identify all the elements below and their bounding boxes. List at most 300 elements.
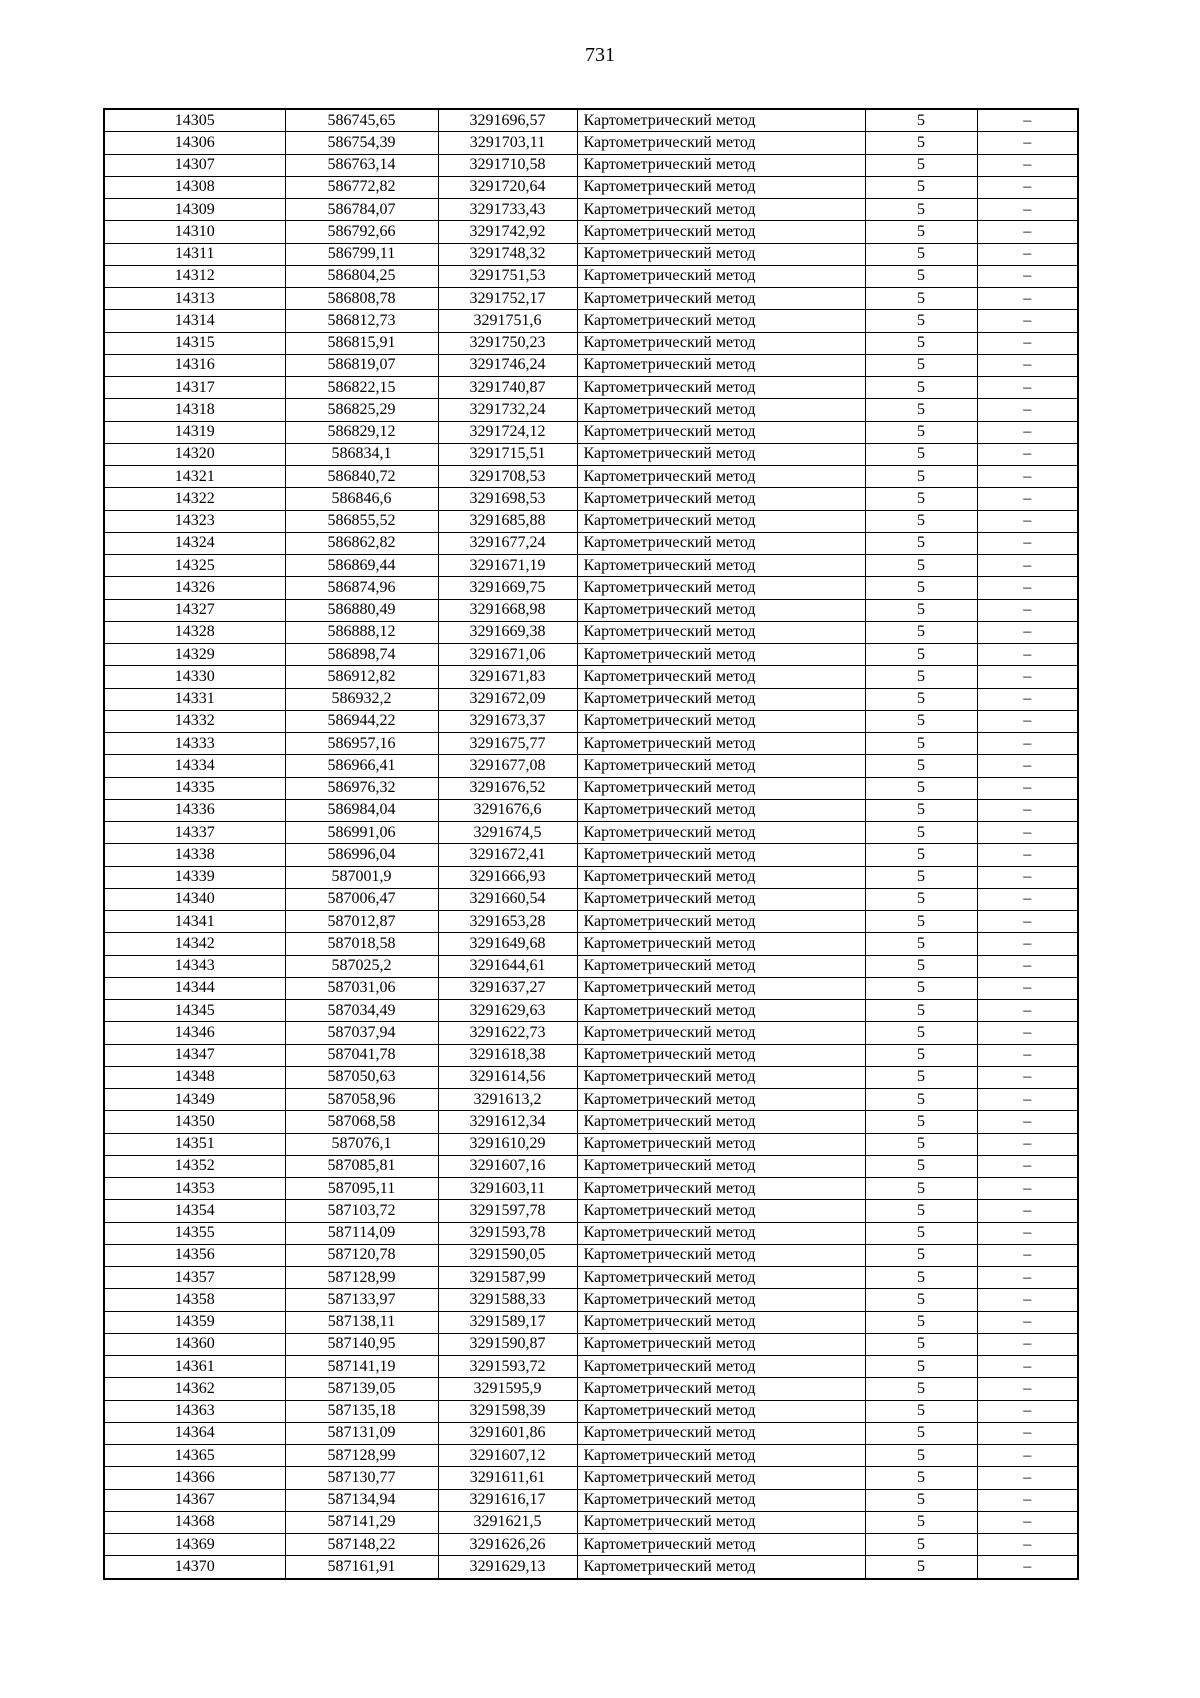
point-number-cell: 14337 bbox=[104, 822, 285, 844]
point-number-cell: 14315 bbox=[104, 332, 285, 354]
y-coordinate-cell: 3291611,61 bbox=[438, 1467, 577, 1489]
y-coordinate-cell: 3291703,11 bbox=[438, 132, 577, 154]
table-row bbox=[104, 888, 1078, 910]
y-coordinate-cell: 3291742,92 bbox=[438, 221, 577, 243]
description-cell: – bbox=[977, 1267, 1078, 1289]
precision-cell: 5 bbox=[865, 822, 977, 844]
table-row bbox=[104, 1489, 1078, 1511]
x-coordinate-cell: 587148,22 bbox=[285, 1534, 438, 1556]
table-row bbox=[104, 1445, 1078, 1467]
point-number-cell: 14357 bbox=[104, 1267, 285, 1289]
x-coordinate-cell: 586888,12 bbox=[285, 621, 438, 643]
method-cell: Картометрический метод bbox=[577, 377, 865, 399]
point-number-cell: 14338 bbox=[104, 844, 285, 866]
y-coordinate-cell: 3291598,39 bbox=[438, 1400, 577, 1422]
point-number-cell: 14307 bbox=[104, 154, 285, 176]
y-coordinate-cell: 3291696,57 bbox=[438, 109, 577, 132]
method-cell: Картометрический метод bbox=[577, 1556, 865, 1579]
description-cell: – bbox=[977, 199, 1078, 221]
description-cell: – bbox=[977, 577, 1078, 599]
y-coordinate-cell: 3291677,08 bbox=[438, 755, 577, 777]
table-row bbox=[104, 1244, 1078, 1266]
point-number-cell: 14330 bbox=[104, 666, 285, 688]
description-cell: – bbox=[977, 1356, 1078, 1378]
description-cell: – bbox=[977, 1133, 1078, 1155]
y-coordinate-cell: 3291649,68 bbox=[438, 933, 577, 955]
point-number-cell: 14347 bbox=[104, 1044, 285, 1066]
precision-cell: 5 bbox=[865, 1400, 977, 1422]
table-row bbox=[104, 1044, 1078, 1066]
table-row bbox=[104, 799, 1078, 821]
method-cell: Картометрический метод bbox=[577, 1111, 865, 1133]
point-number-cell: 14370 bbox=[104, 1556, 285, 1579]
x-coordinate-cell: 587138,11 bbox=[285, 1311, 438, 1333]
table-row bbox=[104, 466, 1078, 488]
table-row bbox=[104, 1333, 1078, 1355]
x-coordinate-cell: 587161,91 bbox=[285, 1556, 438, 1579]
point-number-cell: 14332 bbox=[104, 710, 285, 732]
precision-cell: 5 bbox=[865, 555, 977, 577]
x-coordinate-cell: 586840,72 bbox=[285, 466, 438, 488]
method-cell: Картометрический метод bbox=[577, 933, 865, 955]
point-number-cell: 14341 bbox=[104, 911, 285, 933]
point-number-cell: 14333 bbox=[104, 733, 285, 755]
method-cell: Картометрический метод bbox=[577, 577, 865, 599]
method-cell: Картометрический метод bbox=[577, 399, 865, 421]
description-cell: – bbox=[977, 1244, 1078, 1266]
table-row bbox=[104, 176, 1078, 198]
table-row bbox=[104, 822, 1078, 844]
table-row bbox=[104, 710, 1078, 732]
x-coordinate-cell: 587134,94 bbox=[285, 1489, 438, 1511]
precision-cell: 5 bbox=[865, 176, 977, 198]
point-number-cell: 14328 bbox=[104, 621, 285, 643]
precision-cell: 5 bbox=[865, 199, 977, 221]
x-coordinate-cell: 587140,95 bbox=[285, 1333, 438, 1355]
x-coordinate-cell: 587103,72 bbox=[285, 1200, 438, 1222]
point-number-cell: 14331 bbox=[104, 688, 285, 710]
point-number-cell: 14318 bbox=[104, 399, 285, 421]
method-cell: Картометрический метод bbox=[577, 799, 865, 821]
method-cell: Картометрический метод bbox=[577, 1445, 865, 1467]
x-coordinate-cell: 587141,19 bbox=[285, 1356, 438, 1378]
method-cell: Картометрический метод bbox=[577, 1489, 865, 1511]
method-cell: Картометрический метод bbox=[577, 755, 865, 777]
y-coordinate-cell: 3291593,78 bbox=[438, 1222, 577, 1244]
y-coordinate-cell: 3291626,26 bbox=[438, 1534, 577, 1556]
method-cell: Картометрический метод bbox=[577, 822, 865, 844]
precision-cell: 5 bbox=[865, 733, 977, 755]
precision-cell: 5 bbox=[865, 532, 977, 554]
table-row bbox=[104, 443, 1078, 465]
description-cell: – bbox=[977, 977, 1078, 999]
method-cell: Картометрический метод bbox=[577, 555, 865, 577]
table-row bbox=[104, 1089, 1078, 1111]
description-cell: – bbox=[977, 1534, 1078, 1556]
description-cell: – bbox=[977, 510, 1078, 532]
x-coordinate-cell: 586932,2 bbox=[285, 688, 438, 710]
description-cell: – bbox=[977, 154, 1078, 176]
table-row bbox=[104, 1311, 1078, 1333]
point-number-cell: 14323 bbox=[104, 510, 285, 532]
precision-cell: 5 bbox=[865, 1356, 977, 1378]
point-number-cell: 14364 bbox=[104, 1422, 285, 1444]
point-number-cell: 14363 bbox=[104, 1400, 285, 1422]
y-coordinate-cell: 3291613,2 bbox=[438, 1089, 577, 1111]
point-number-cell: 14344 bbox=[104, 977, 285, 999]
table-row bbox=[104, 777, 1078, 799]
method-cell: Картометрический метод bbox=[577, 443, 865, 465]
x-coordinate-cell: 587095,11 bbox=[285, 1178, 438, 1200]
table-row bbox=[104, 1556, 1078, 1579]
precision-cell: 5 bbox=[865, 354, 977, 376]
y-coordinate-cell: 3291587,99 bbox=[438, 1267, 577, 1289]
description-cell: – bbox=[977, 288, 1078, 310]
point-number-cell: 14319 bbox=[104, 421, 285, 443]
point-number-cell: 14362 bbox=[104, 1378, 285, 1400]
precision-cell: 5 bbox=[865, 666, 977, 688]
method-cell: Картометрический метод bbox=[577, 710, 865, 732]
table-row bbox=[104, 1267, 1078, 1289]
precision-cell: 5 bbox=[865, 1155, 977, 1177]
description-cell: – bbox=[977, 243, 1078, 265]
method-cell: Картометрический метод bbox=[577, 1311, 865, 1333]
table-row bbox=[104, 644, 1078, 666]
description-cell: – bbox=[977, 1111, 1078, 1133]
y-coordinate-cell: 3291676,6 bbox=[438, 799, 577, 821]
x-coordinate-cell: 586804,25 bbox=[285, 265, 438, 287]
table-row bbox=[104, 1022, 1078, 1044]
x-coordinate-cell: 587141,29 bbox=[285, 1511, 438, 1533]
table-row bbox=[104, 1133, 1078, 1155]
method-cell: Картометрический метод bbox=[577, 421, 865, 443]
table-row bbox=[104, 1467, 1078, 1489]
point-number-cell: 14321 bbox=[104, 466, 285, 488]
x-coordinate-cell: 587076,1 bbox=[285, 1133, 438, 1155]
precision-cell: 5 bbox=[865, 1089, 977, 1111]
x-coordinate-cell: 587135,18 bbox=[285, 1400, 438, 1422]
method-cell: Картометрический метод bbox=[577, 1400, 865, 1422]
point-number-cell: 14350 bbox=[104, 1111, 285, 1133]
precision-cell: 5 bbox=[865, 599, 977, 621]
point-number-cell: 14365 bbox=[104, 1445, 285, 1467]
precision-cell: 5 bbox=[865, 243, 977, 265]
table-row bbox=[104, 1511, 1078, 1533]
table-row bbox=[104, 1111, 1078, 1133]
x-coordinate-cell: 586763,14 bbox=[285, 154, 438, 176]
y-coordinate-cell: 3291629,63 bbox=[438, 1000, 577, 1022]
x-coordinate-cell: 586846,6 bbox=[285, 488, 438, 510]
method-cell: Картометрический метод bbox=[577, 1511, 865, 1533]
y-coordinate-cell: 3291637,27 bbox=[438, 977, 577, 999]
x-coordinate-cell: 587034,49 bbox=[285, 1000, 438, 1022]
description-cell: – bbox=[977, 844, 1078, 866]
y-coordinate-cell: 3291748,32 bbox=[438, 243, 577, 265]
table-row bbox=[104, 844, 1078, 866]
x-coordinate-cell: 587131,09 bbox=[285, 1422, 438, 1444]
description-cell: – bbox=[977, 1400, 1078, 1422]
precision-cell: 5 bbox=[865, 1556, 977, 1579]
method-cell: Картометрический метод bbox=[577, 844, 865, 866]
y-coordinate-cell: 3291671,83 bbox=[438, 666, 577, 688]
description-cell: – bbox=[977, 1000, 1078, 1022]
precision-cell: 5 bbox=[865, 154, 977, 176]
table-row bbox=[104, 199, 1078, 221]
precision-cell: 5 bbox=[865, 399, 977, 421]
point-number-cell: 14339 bbox=[104, 866, 285, 888]
method-cell: Картометрический метод bbox=[577, 1378, 865, 1400]
description-cell: – bbox=[977, 888, 1078, 910]
method-cell: Картометрический метод bbox=[577, 132, 865, 154]
description-cell: – bbox=[977, 1155, 1078, 1177]
method-cell: Картометрический метод bbox=[577, 1022, 865, 1044]
method-cell: Картометрический метод bbox=[577, 888, 865, 910]
description-cell: – bbox=[977, 1089, 1078, 1111]
point-number-cell: 14348 bbox=[104, 1066, 285, 1088]
precision-cell: 5 bbox=[865, 1267, 977, 1289]
point-number-cell: 14349 bbox=[104, 1089, 285, 1111]
description-cell: – bbox=[977, 443, 1078, 465]
point-number-cell: 14340 bbox=[104, 888, 285, 910]
method-cell: Картометрический метод bbox=[577, 532, 865, 554]
method-cell: Картометрический метод bbox=[577, 310, 865, 332]
point-number-cell: 14342 bbox=[104, 933, 285, 955]
table-row bbox=[104, 1289, 1078, 1311]
y-coordinate-cell: 3291732,24 bbox=[438, 399, 577, 421]
method-cell: Картометрический метод bbox=[577, 243, 865, 265]
y-coordinate-cell: 3291595,9 bbox=[438, 1378, 577, 1400]
point-number-cell: 14326 bbox=[104, 577, 285, 599]
y-coordinate-cell: 3291618,38 bbox=[438, 1044, 577, 1066]
y-coordinate-cell: 3291710,58 bbox=[438, 154, 577, 176]
table-row bbox=[104, 866, 1078, 888]
y-coordinate-cell: 3291752,17 bbox=[438, 288, 577, 310]
table-row bbox=[104, 755, 1078, 777]
y-coordinate-cell: 3291698,53 bbox=[438, 488, 577, 510]
x-coordinate-cell: 586976,32 bbox=[285, 777, 438, 799]
x-coordinate-cell: 586834,1 bbox=[285, 443, 438, 465]
description-cell: – bbox=[977, 332, 1078, 354]
table-row bbox=[104, 1222, 1078, 1244]
precision-cell: 5 bbox=[865, 377, 977, 399]
method-cell: Картометрический метод bbox=[577, 1222, 865, 1244]
method-cell: Картометрический метод bbox=[577, 777, 865, 799]
y-coordinate-cell: 3291629,13 bbox=[438, 1556, 577, 1579]
table-row bbox=[104, 421, 1078, 443]
point-number-cell: 14355 bbox=[104, 1222, 285, 1244]
y-coordinate-cell: 3291644,61 bbox=[438, 955, 577, 977]
precision-cell: 5 bbox=[865, 421, 977, 443]
point-number-cell: 14309 bbox=[104, 199, 285, 221]
x-coordinate-cell: 587085,81 bbox=[285, 1155, 438, 1177]
x-coordinate-cell: 586799,11 bbox=[285, 243, 438, 265]
x-coordinate-cell: 586808,78 bbox=[285, 288, 438, 310]
method-cell: Картометрический метод bbox=[577, 733, 865, 755]
method-cell: Картометрический метод bbox=[577, 154, 865, 176]
description-cell: – bbox=[977, 911, 1078, 933]
point-number-cell: 14346 bbox=[104, 1022, 285, 1044]
x-coordinate-cell: 586996,04 bbox=[285, 844, 438, 866]
y-coordinate-cell: 3291593,72 bbox=[438, 1356, 577, 1378]
precision-cell: 5 bbox=[865, 288, 977, 310]
precision-cell: 5 bbox=[865, 265, 977, 287]
x-coordinate-cell: 586855,52 bbox=[285, 510, 438, 532]
precision-cell: 5 bbox=[865, 888, 977, 910]
y-coordinate-cell: 3291740,87 bbox=[438, 377, 577, 399]
table-row bbox=[104, 221, 1078, 243]
y-coordinate-cell: 3291669,75 bbox=[438, 577, 577, 599]
precision-cell: 5 bbox=[865, 1133, 977, 1155]
x-coordinate-cell: 587128,99 bbox=[285, 1267, 438, 1289]
description-cell: – bbox=[977, 822, 1078, 844]
method-cell: Картометрический метод bbox=[577, 1155, 865, 1177]
precision-cell: 5 bbox=[865, 1489, 977, 1511]
table-row bbox=[104, 399, 1078, 421]
point-number-cell: 14316 bbox=[104, 354, 285, 376]
description-cell: – bbox=[977, 265, 1078, 287]
precision-cell: 5 bbox=[865, 644, 977, 666]
precision-cell: 5 bbox=[865, 577, 977, 599]
table-row bbox=[104, 510, 1078, 532]
method-cell: Картометрический метод bbox=[577, 644, 865, 666]
method-cell: Картометрический метод bbox=[577, 1267, 865, 1289]
x-coordinate-cell: 586874,96 bbox=[285, 577, 438, 599]
x-coordinate-cell: 586754,39 bbox=[285, 132, 438, 154]
method-cell: Картометрический метод bbox=[577, 221, 865, 243]
table-row bbox=[104, 243, 1078, 265]
point-number-cell: 14320 bbox=[104, 443, 285, 465]
precision-cell: 5 bbox=[865, 1534, 977, 1556]
y-coordinate-cell: 3291672,41 bbox=[438, 844, 577, 866]
x-coordinate-cell: 587050,63 bbox=[285, 1066, 438, 1088]
x-coordinate-cell: 587058,96 bbox=[285, 1089, 438, 1111]
description-cell: – bbox=[977, 1333, 1078, 1355]
point-number-cell: 14366 bbox=[104, 1467, 285, 1489]
precision-cell: 5 bbox=[865, 488, 977, 510]
x-coordinate-cell: 587114,09 bbox=[285, 1222, 438, 1244]
x-coordinate-cell: 587128,99 bbox=[285, 1445, 438, 1467]
description-cell: – bbox=[977, 377, 1078, 399]
table-row bbox=[104, 109, 1078, 132]
description-cell: – bbox=[977, 1378, 1078, 1400]
point-number-cell: 14305 bbox=[104, 109, 285, 132]
precision-cell: 5 bbox=[865, 1022, 977, 1044]
description-cell: – bbox=[977, 399, 1078, 421]
y-coordinate-cell: 3291612,34 bbox=[438, 1111, 577, 1133]
method-cell: Картометрический метод bbox=[577, 332, 865, 354]
precision-cell: 5 bbox=[865, 977, 977, 999]
precision-cell: 5 bbox=[865, 1467, 977, 1489]
y-coordinate-cell: 3291616,17 bbox=[438, 1489, 577, 1511]
description-cell: – bbox=[977, 777, 1078, 799]
description-cell: – bbox=[977, 466, 1078, 488]
precision-cell: 5 bbox=[865, 1178, 977, 1200]
method-cell: Картометрический метод bbox=[577, 176, 865, 198]
table-row bbox=[104, 733, 1078, 755]
point-number-cell: 14358 bbox=[104, 1289, 285, 1311]
description-cell: – bbox=[977, 755, 1078, 777]
y-coordinate-cell: 3291673,37 bbox=[438, 710, 577, 732]
table-row bbox=[104, 288, 1078, 310]
table-row bbox=[104, 577, 1078, 599]
method-cell: Картометрический метод bbox=[577, 866, 865, 888]
x-coordinate-cell: 586745,65 bbox=[285, 109, 438, 132]
precision-cell: 5 bbox=[865, 1311, 977, 1333]
point-number-cell: 14345 bbox=[104, 1000, 285, 1022]
method-cell: Картометрический метод bbox=[577, 199, 865, 221]
description-cell: – bbox=[977, 109, 1078, 132]
method-cell: Картометрический метод bbox=[577, 1178, 865, 1200]
x-coordinate-cell: 586812,73 bbox=[285, 310, 438, 332]
x-coordinate-cell: 586944,22 bbox=[285, 710, 438, 732]
point-number-cell: 14359 bbox=[104, 1311, 285, 1333]
table-row bbox=[104, 354, 1078, 376]
table-row bbox=[104, 310, 1078, 332]
x-coordinate-cell: 587006,47 bbox=[285, 888, 438, 910]
method-cell: Картометрический метод bbox=[577, 1200, 865, 1222]
x-coordinate-cell: 586815,91 bbox=[285, 332, 438, 354]
y-coordinate-cell: 3291660,54 bbox=[438, 888, 577, 910]
y-coordinate-cell: 3291750,23 bbox=[438, 332, 577, 354]
table-row bbox=[104, 265, 1078, 287]
method-cell: Картометрический метод bbox=[577, 1467, 865, 1489]
precision-cell: 5 bbox=[865, 1511, 977, 1533]
description-cell: – bbox=[977, 799, 1078, 821]
precision-cell: 5 bbox=[865, 1445, 977, 1467]
x-coordinate-cell: 586966,41 bbox=[285, 755, 438, 777]
table-row bbox=[104, 1534, 1078, 1556]
x-coordinate-cell: 586991,06 bbox=[285, 822, 438, 844]
description-cell: – bbox=[977, 666, 1078, 688]
y-coordinate-cell: 3291607,16 bbox=[438, 1155, 577, 1177]
table-row bbox=[104, 1356, 1078, 1378]
y-coordinate-cell: 3291601,86 bbox=[438, 1422, 577, 1444]
method-cell: Картометрический метод bbox=[577, 1133, 865, 1155]
coordinates-table bbox=[103, 108, 1079, 1580]
table-row bbox=[104, 154, 1078, 176]
precision-cell: 5 bbox=[865, 132, 977, 154]
description-cell: – bbox=[977, 1422, 1078, 1444]
y-coordinate-cell: 3291676,52 bbox=[438, 777, 577, 799]
precision-cell: 5 bbox=[865, 1200, 977, 1222]
description-cell: – bbox=[977, 710, 1078, 732]
description-cell: – bbox=[977, 176, 1078, 198]
description-cell: – bbox=[977, 1022, 1078, 1044]
description-cell: – bbox=[977, 421, 1078, 443]
point-number-cell: 14361 bbox=[104, 1356, 285, 1378]
description-cell: – bbox=[977, 599, 1078, 621]
method-cell: Картометрический метод bbox=[577, 1244, 865, 1266]
description-cell: – bbox=[977, 488, 1078, 510]
method-cell: Картометрический метод bbox=[577, 1333, 865, 1355]
y-coordinate-cell: 3291715,51 bbox=[438, 443, 577, 465]
precision-cell: 5 bbox=[865, 1378, 977, 1400]
description-cell: – bbox=[977, 933, 1078, 955]
x-coordinate-cell: 586984,04 bbox=[285, 799, 438, 821]
precision-cell: 5 bbox=[865, 755, 977, 777]
y-coordinate-cell: 3291668,98 bbox=[438, 599, 577, 621]
precision-cell: 5 bbox=[865, 955, 977, 977]
x-coordinate-cell: 587068,58 bbox=[285, 1111, 438, 1133]
y-coordinate-cell: 3291590,05 bbox=[438, 1244, 577, 1266]
point-number-cell: 14325 bbox=[104, 555, 285, 577]
y-coordinate-cell: 3291622,73 bbox=[438, 1022, 577, 1044]
point-number-cell: 14335 bbox=[104, 777, 285, 799]
point-number-cell: 14313 bbox=[104, 288, 285, 310]
table-row bbox=[104, 1066, 1078, 1088]
coordinates-table-body bbox=[104, 109, 1078, 1579]
precision-cell: 5 bbox=[865, 1244, 977, 1266]
